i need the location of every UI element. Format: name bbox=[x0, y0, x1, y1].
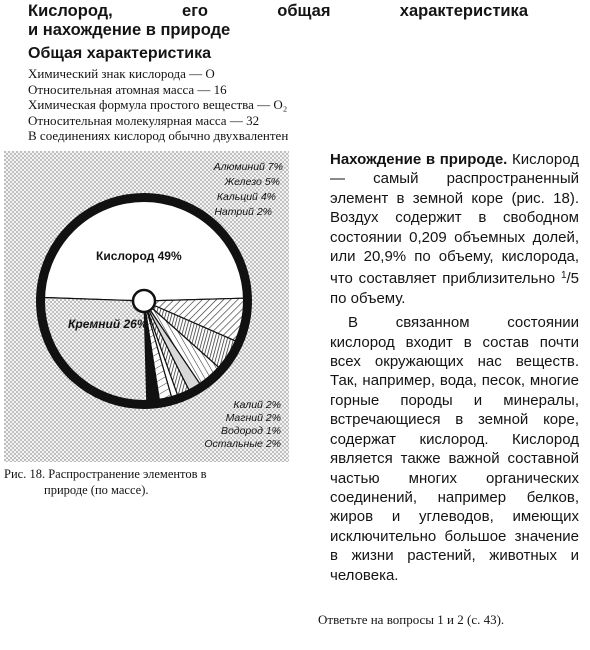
fraction-numerator: 1 bbox=[560, 270, 567, 282]
label-iron: Железо 5% bbox=[224, 176, 280, 188]
label-magnesium: Магний 2% bbox=[225, 412, 281, 424]
paragraph-1-text: Кислород — самый распространенный элемент в земной коре (рис. 18). Воздух содержит в свободном состоянии 0,209 объемных долей, или 20,9% по объему, кислорода, что составляет приблизительно bbox=[330, 151, 580, 288]
characteristic-item: Химический знак кислорода — О bbox=[28, 66, 215, 81]
caption-line-1: Рис. 18. Распространение элементов в bbox=[4, 467, 207, 481]
body-text bbox=[330, 150, 579, 585]
paragraph-1 bbox=[330, 150, 579, 308]
label-calcium: Кальций 4% bbox=[216, 191, 276, 203]
title-line-1: Кислород, его общая характеристика bbox=[28, 2, 528, 20]
paragraph-1-end: по объему. bbox=[330, 289, 406, 307]
characteristic-item: В соединениях кислород обычно двухвалентен bbox=[28, 128, 289, 144]
label-silicon: Кремний 26% bbox=[68, 317, 148, 331]
pie-center-hole bbox=[133, 290, 155, 312]
characteristic-item: Относительная атомная масса — 16 bbox=[28, 81, 227, 97]
characteristic-item: Относительная молекулярная масса — 32 bbox=[28, 112, 260, 128]
characteristic-item: Химическая формула простого вещества — O₂ bbox=[28, 97, 288, 113]
paragraph-2: В связанном состоянии кислород входит в состав почти всех окружающих нас веществ. Так, например, вода, песок, многие горные породы и минералы, встречающиеся в земной коре, содержат кислород. Кислород является также важной составной частью многих органических соединений, например белков, жиров и углеводов, имеющих исключительно большое значение в жизни растений, животных и человека. bbox=[330, 314, 579, 584]
answer-prompt: Ответьте на вопросы 1 и 2 (с. 43). bbox=[318, 612, 505, 627]
pie-figure bbox=[4, 151, 289, 462]
fraction-denominator: /5 bbox=[566, 270, 580, 288]
caption-line-2: природе (по массе). bbox=[44, 483, 149, 497]
label-sodium: Натрий 2% bbox=[214, 206, 272, 218]
label-hydrogen: Водород 1% bbox=[220, 425, 281, 437]
label-other: Остальные 2% bbox=[204, 438, 281, 450]
characteristics-list bbox=[28, 66, 288, 144]
title-line-2: и нахождение в природе bbox=[28, 21, 231, 39]
label-aluminum: Алюминий 7% bbox=[213, 161, 283, 173]
page-title bbox=[28, 2, 528, 40]
figure-caption bbox=[4, 466, 289, 498]
label-potassium: Калий 2% bbox=[233, 399, 281, 411]
label-oxygen: Кислород 49% bbox=[96, 249, 182, 263]
section-heading: Нахождение в природе. bbox=[330, 151, 508, 168]
section-subtitle: Общая характеристика bbox=[28, 45, 211, 62]
